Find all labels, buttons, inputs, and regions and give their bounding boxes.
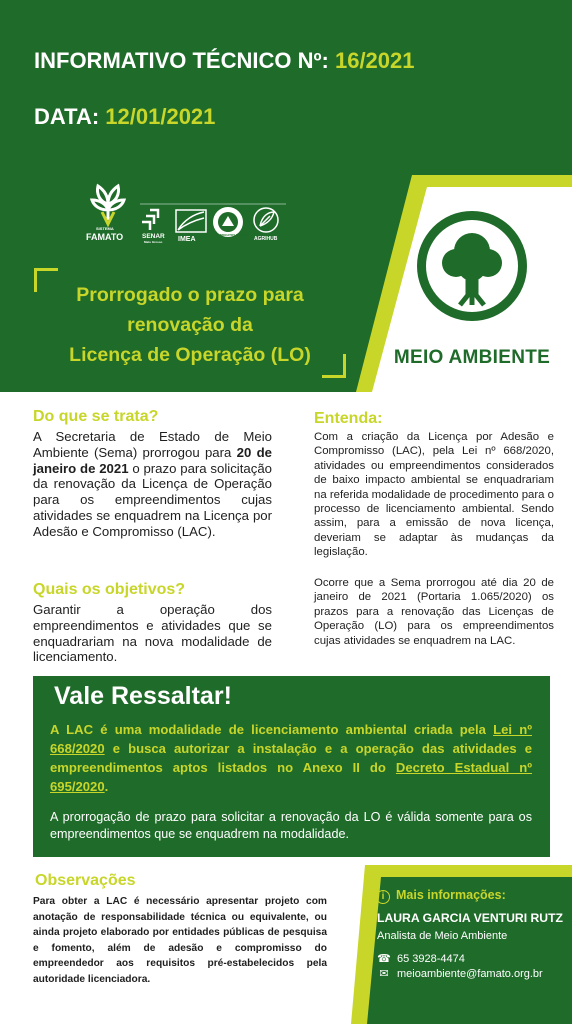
observations-title: Observações xyxy=(35,872,136,889)
highlight-text-1 xyxy=(50,720,532,796)
phone-icon: ☎ xyxy=(377,953,391,965)
understand-text-2: Ocorre que a Sema prorrogou até dia 20 de janeiro de 2021 (Portaria 1.065/2020) os prazos para a renovação das Licenças de Operação (LO) para os empreendimentos cujas atividades se enquadrem na LAC. xyxy=(314,577,554,647)
headline-line-2: renovação da xyxy=(127,314,253,336)
contact-email[interactable] xyxy=(377,967,543,980)
sindicatos-logo xyxy=(213,207,248,237)
bulletin-date xyxy=(34,104,215,130)
what-title: Do que se trata? xyxy=(33,408,159,425)
partner-logos xyxy=(86,180,286,244)
senar-text: SENAR xyxy=(142,233,165,240)
headline-block xyxy=(34,268,346,378)
headline xyxy=(34,280,346,370)
bulletin-number xyxy=(34,48,415,74)
badge-label: MEIO AMBIENTE xyxy=(393,347,551,368)
highlight-title: Vale Ressaltar! xyxy=(54,682,232,710)
what-text-date: 20 de janeiro de 2021 xyxy=(33,444,272,476)
contact-phone-text: 65 3928-4474 xyxy=(397,953,465,965)
date-value: 12/01/2021 xyxy=(105,104,216,129)
highlight-text-b: e busca autorizar a instalação e a operação das atividades e empreendimentos aptos listados no Anexo II do xyxy=(50,741,532,775)
bulletin-number-value: 16/2021 xyxy=(334,48,415,73)
understand-title: Entenda: xyxy=(314,410,383,427)
goals-text: Garantir a operação dos empreendimentos e atividades que se enquadrariam na nova modalidade de licenciamento. xyxy=(33,602,272,665)
what-text xyxy=(33,429,272,540)
date-label: DATA: xyxy=(34,104,100,129)
headline-line-1: Prorrogado o prazo para xyxy=(76,284,304,306)
highlight-text-2: A prorrogação de prazo para solicitar a renovação da LO é válida somente para os empreendimentos que se enquadrem na modalidade. xyxy=(50,810,532,841)
famato-logo xyxy=(86,186,124,242)
senar-logo xyxy=(142,210,165,244)
what-text-after: o prazo para solicitação da renovação da Licença de Operação para os empreendimentos cujas atividades se enquadrem na Licença por Adesão e Compromisso (LAC). xyxy=(33,460,272,539)
law-link[interactable]: Lei nº 668/2020 xyxy=(50,722,532,756)
imea-logo xyxy=(176,210,206,243)
agrihub-logo xyxy=(254,208,278,242)
mail-icon: ✉ xyxy=(379,968,389,980)
goals-title: Quais os objetivos? xyxy=(33,581,186,598)
bulletin-label: INFORMATIVO TÉCNICO Nº: xyxy=(34,48,329,73)
contact-heading xyxy=(376,888,506,904)
highlight-text-c: . xyxy=(104,779,109,794)
contact-heading-text: Mais informações: xyxy=(396,888,506,902)
contact-email-text: meioambiente@famato.org.br xyxy=(397,968,543,980)
senar-subtext: Mato Grosso xyxy=(144,240,163,244)
what-text-before: A Secretaria de Estado de Meio Ambiente (Sema) prorrogou para xyxy=(33,429,272,460)
contact-name: LAURA GARCIA VENTURI RUTZ xyxy=(377,911,563,925)
famato-sistema-text: SISTEMA xyxy=(96,226,114,231)
observations-text: Para obter a LAC é necessário apresentar projeto com anotação de responsabilidade técnica ou equivalente, ou ainda projeto elaborado por entidades públicas de pesquisa e fomento, além de adesão e compromisso do empreendedor aos requisitos pré-estabelecidos pela autoridade licenciadora. xyxy=(33,896,327,985)
sindicatos-text: SINDICATOS RURAIS xyxy=(217,233,248,237)
contact-role: Analista de Meio Ambiente xyxy=(377,930,508,942)
agrihub-text: AGRIHUB xyxy=(254,236,278,242)
tree-icon xyxy=(417,211,527,321)
decree-link[interactable]: Decreto Estadual nº 695/2020 xyxy=(50,760,532,794)
famato-text: FAMATO xyxy=(86,232,124,242)
understand-text-1: Com a criação da Licença por Adesão e Compromisso (LAC), pela Lei nº 668/2020, atividades ou empreendimentos considerados de baixo impacto ambiental se enquadrariam na referida modalidade de procedimento para o processo de licenciamento ambiental. Sendo assim, para a emissão de nova licença, deveriam se adaptar às mudanças da legislação. xyxy=(314,431,554,559)
headline-line-3: Licença de Operação (LO) xyxy=(69,344,311,366)
imea-text: IMEA xyxy=(178,236,196,243)
info-icon: i xyxy=(376,890,390,904)
highlight-text-a: A LAC é uma modalidade de licenciamento ambiental criada pela xyxy=(50,722,494,737)
contact-phone[interactable] xyxy=(377,952,465,965)
